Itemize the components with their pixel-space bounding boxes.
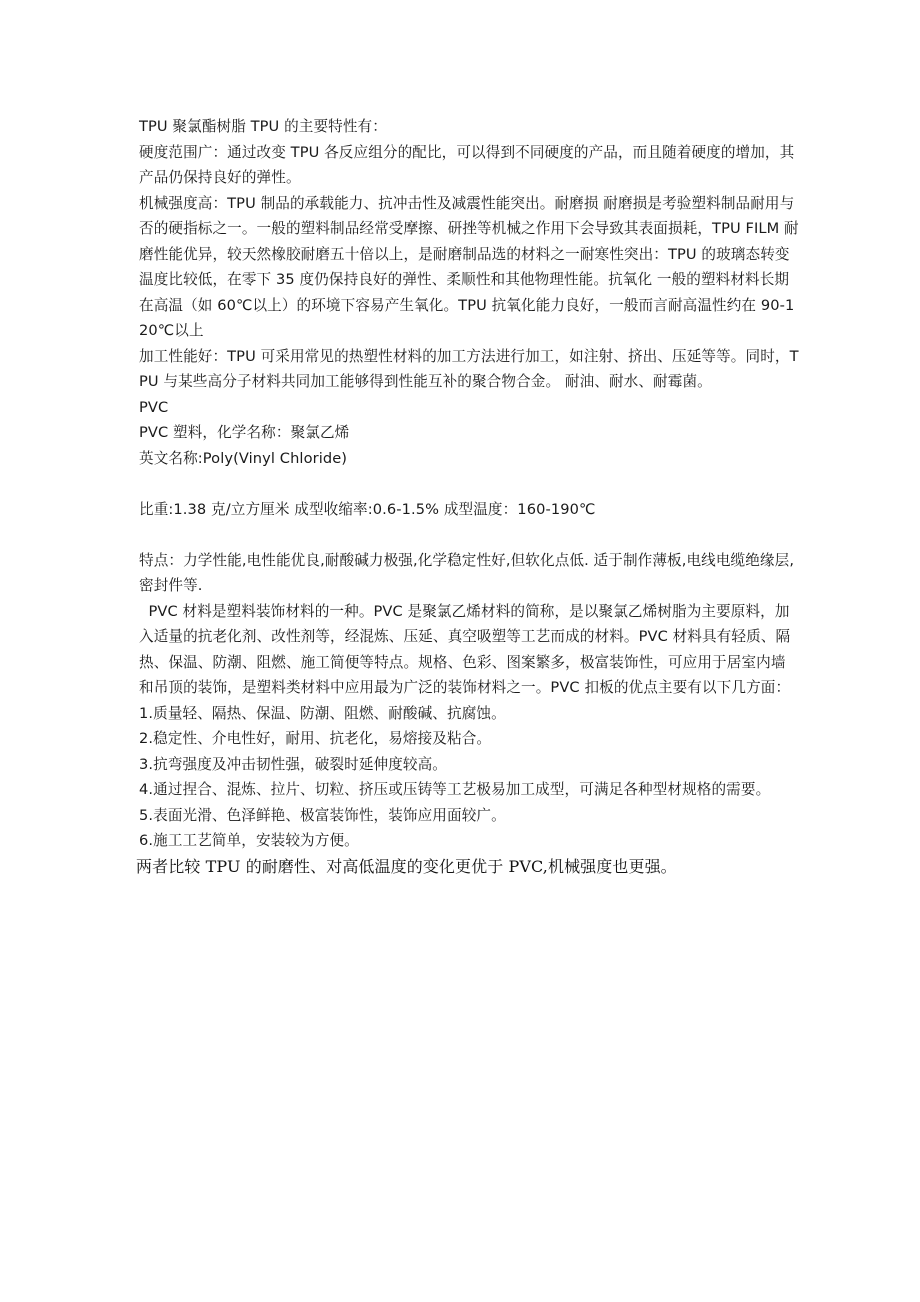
pvc-description-paragraph: PVC 材料是塑料装饰材料的一种。PVC 是聚氯乙烯材料的简称，是以聚氯乙烯树脂为主要原料，加入适量的抗老化剂、改性剂等，经混炼、压延、真空吸塑等工艺而成的材料。PVC 材料具有轻质、隔热、保温、防潮、阻燃、施工简便等特点。规格、色彩、图案繁多，极富装饰性，可应用于居室内墙和吊顶的装饰，是塑料类材料中应用最为广泛的装饰材料之一。PVC 扣板的优点主要有以下几方面： xyxy=(139,602,791,696)
tpu-hardness-paragraph: 硬度范围广：通过改变 TPU 各反应组分的配比，可以得到不同硬度的产品，而且随着硬度的增加，其产品仍保持良好的弹性。 xyxy=(139,143,795,186)
document-body xyxy=(136,114,799,880)
list-item: 5.表面光滑、色泽鲜艳、极富装饰性，装饰应用面较广。 xyxy=(139,806,506,824)
tpu-processing-paragraph: 加工性能好：TPU 可采用常见的热塑性材料的加工方法进行加工，如注射、挤出、压延等等。同时，TPU 与某些高分子材料共同加工能够得到性能互补的聚合物合金。 耐油、耐水、耐霉菌。 xyxy=(139,347,799,390)
blank-line xyxy=(139,522,799,548)
blank-line xyxy=(139,471,799,497)
pvc-heading: PVC xyxy=(139,398,169,416)
pvc-english-name: 英文名称:Poly(Vinyl Chloride) xyxy=(139,449,348,467)
comparison-conclusion: 两者比较 TPU 的耐磨性、对高低温度的变化更优于 PVC,机械强度也更强。 xyxy=(136,856,677,876)
pvc-chemical-name: PVC 塑料，化学名称：聚氯乙烯 xyxy=(139,424,350,441)
tpu-mechanical-paragraph: 机械强度高：TPU 制品的承载能力、抗冲击性及减震性能突出。耐磨损 耐磨损是考验塑料制品耐用与否的硬指标之一。一般的塑料制品经常受摩擦、研挫等机械之作用下会导致其表面损耗，TPU FILM 耐磨性能优异，较天然橡胶耐磨五十倍以上，是耐磨制品选的材料之一耐寒性突出：TPU 的玻璃态转变温度比较低，在零下 35 度仍保持良好的弹性、柔顺性和其他物理性能。抗氧化 一般的塑料材料长期在高温（如 60℃以上）的环境下容易产生氧化。TPU 抗氧化能力良好，一般而言耐高温性约在 90-120℃以上 xyxy=(139,194,799,339)
pvc-properties-line: 比重:1.38 克/立方厘米 成型收缩率:0.6-1.5% 成型温度：160-190℃ xyxy=(139,500,596,518)
list-item: 2.稳定性、介电性好，耐用、抗老化，易熔接及粘合。 xyxy=(139,730,492,747)
list-item: 6.施工工艺简单，安装较为方便。 xyxy=(139,832,359,849)
list-item: 3.抗弯强度及冲击韧性强，破裂时延伸度较高。 xyxy=(139,755,448,773)
list-item: 4.通过捏合、混炼、拉片、切粒、挤压或压铸等工艺极易加工成型，可满足各种型材规格的需要。 xyxy=(139,781,771,798)
pvc-features-paragraph: 特点：力学性能,电性能优良,耐酸碱力极强,化学稳定性好,但软化点低. 适于制作薄板,电线电缆绝缘层,密封件等. xyxy=(139,551,795,594)
tpu-intro-heading: TPU 聚氯酯树脂 TPU 的主要特性有： xyxy=(139,118,387,135)
list-item: 1.质量轻、隔热、保温、防潮、阻燃、耐酸碱、抗腐蚀。 xyxy=(139,704,506,722)
